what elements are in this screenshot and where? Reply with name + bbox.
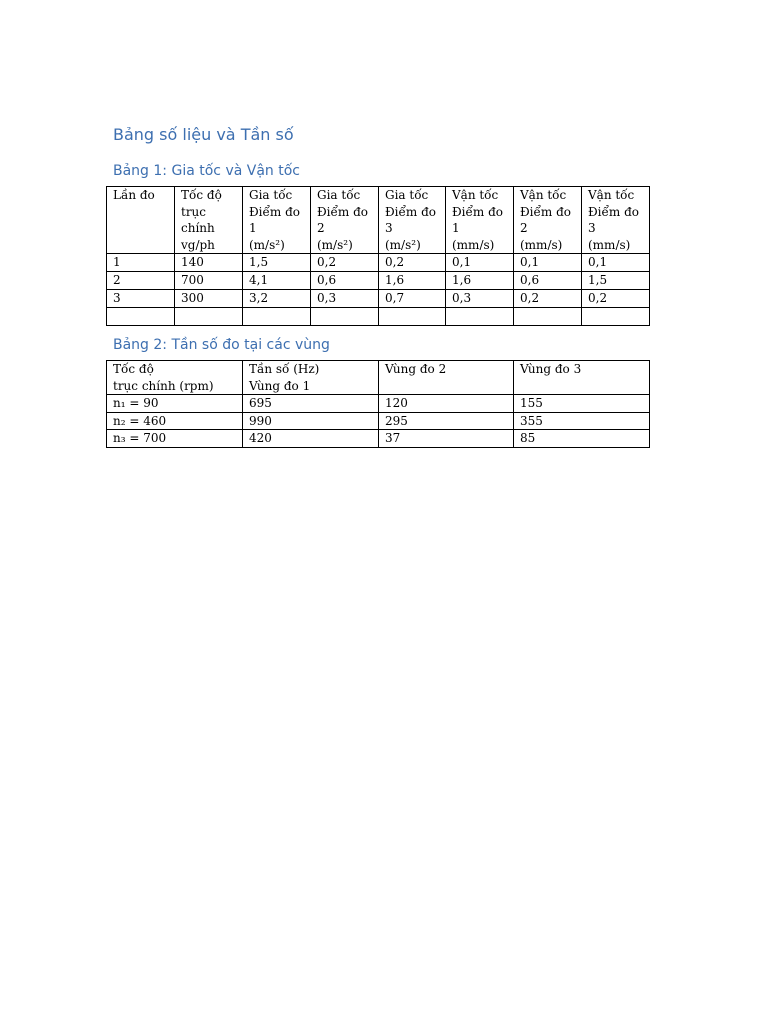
table1-header-cell bbox=[582, 187, 650, 254]
table1-cell: 0,2 bbox=[514, 290, 582, 308]
table1-header-line: Điểm đo bbox=[317, 204, 369, 219]
table1-header-line: 2 bbox=[520, 221, 528, 235]
table1-cell: 0,1 bbox=[446, 254, 514, 272]
table2-header-cell bbox=[379, 361, 514, 395]
table1-header-line: vg/ph bbox=[181, 237, 215, 252]
table1-header-line: Vận tốc bbox=[588, 188, 635, 202]
table2-cell: 85 bbox=[514, 430, 650, 448]
table2-row bbox=[107, 412, 650, 430]
table2-cell: 37 bbox=[379, 430, 514, 448]
table2-cell: 695 bbox=[243, 395, 379, 413]
table2-cell: 990 bbox=[243, 412, 379, 430]
table1-header-cell bbox=[514, 187, 582, 254]
table1-cell: 0,7 bbox=[379, 290, 446, 308]
table1-header-cell bbox=[243, 187, 311, 254]
table1-cell: 0,2 bbox=[582, 290, 650, 308]
table1-header-line: chính bbox=[181, 221, 215, 235]
table1-cell: 0,3 bbox=[311, 290, 379, 308]
table1-cell: 1,6 bbox=[379, 272, 446, 290]
table1-header-line: Tốc độ bbox=[181, 188, 222, 202]
table1-cell: 1 bbox=[107, 254, 175, 272]
table1-cell: 0,3 bbox=[446, 290, 514, 308]
table1-cell: 0,1 bbox=[514, 254, 582, 272]
table1-cell: 140 bbox=[175, 254, 243, 272]
table2-header-line: trục chính (rpm) bbox=[113, 378, 214, 393]
table1-header-line: 2 bbox=[317, 221, 325, 235]
table1-header-line: Vận tốc bbox=[452, 188, 499, 202]
table2-cell: 420 bbox=[243, 430, 379, 448]
table1-cell bbox=[582, 308, 650, 326]
table2-header-line: Vùng đo 3 bbox=[520, 362, 582, 376]
table2-header-cell bbox=[243, 361, 379, 395]
table1-cell: 1,6 bbox=[446, 272, 514, 290]
table1-header-cell bbox=[175, 187, 243, 254]
table1-cell: 0,6 bbox=[514, 272, 582, 290]
table1-header-line: (m/s²) bbox=[317, 237, 353, 252]
table2-frequency-zones bbox=[106, 360, 650, 448]
table2-header-cell bbox=[514, 361, 650, 395]
table1-header-line: (mm/s) bbox=[520, 237, 563, 252]
table2-row bbox=[107, 395, 650, 413]
table2-cell: n₁ = 90 bbox=[107, 395, 243, 413]
table2-header-row bbox=[107, 361, 650, 395]
table1-cell bbox=[311, 308, 379, 326]
table1-header-line: Vận tốc bbox=[520, 188, 567, 202]
table1-cell bbox=[379, 308, 446, 326]
table1-header-cell bbox=[446, 187, 514, 254]
table1-cell: 1,5 bbox=[243, 254, 311, 272]
table1-header-line: Gia tốc bbox=[385, 188, 429, 202]
table1-cell bbox=[107, 308, 175, 326]
table1-acceleration-velocity bbox=[106, 186, 650, 326]
table1-cell: 0,6 bbox=[311, 272, 379, 290]
table1-cell: 0,2 bbox=[311, 254, 379, 272]
table2-header-cell bbox=[107, 361, 243, 395]
table1-header-line: trục bbox=[181, 204, 207, 219]
table1-row bbox=[107, 272, 650, 290]
table1-header-row bbox=[107, 187, 650, 254]
table2-header-line: Tốc độ bbox=[113, 362, 154, 376]
table1-cell bbox=[446, 308, 514, 326]
table1-header-cell bbox=[379, 187, 446, 254]
table1-header-line: Lần đo bbox=[113, 188, 155, 202]
table2-cell: 120 bbox=[379, 395, 514, 413]
table1-header-line: Điểm đo bbox=[452, 204, 504, 219]
table1-cell: 0,1 bbox=[582, 254, 650, 272]
table2-title: Bảng 2: Tần số đo tại các vùng bbox=[113, 337, 330, 353]
table1-row bbox=[107, 254, 650, 272]
table1-cell: 0,2 bbox=[379, 254, 446, 272]
table1-row bbox=[107, 308, 650, 326]
table1-title: Bảng 1: Gia tốc và Vận tốc bbox=[113, 163, 300, 179]
document-title: Bảng số liệu và Tần số bbox=[113, 125, 294, 144]
table1-cell: 4,1 bbox=[243, 272, 311, 290]
table1-header-line: Gia tốc bbox=[317, 188, 361, 202]
table1-cell: 300 bbox=[175, 290, 243, 308]
table2-header-line: Tần số (Hz) bbox=[249, 362, 320, 376]
table1-header-line: Điểm đo bbox=[588, 204, 640, 219]
table1-header-cell bbox=[311, 187, 379, 254]
table1-header-line: (m/s²) bbox=[249, 237, 285, 252]
table1-header-line: 1 bbox=[452, 221, 460, 235]
table2-cell: 295 bbox=[379, 412, 514, 430]
table1-header-line: (m/s²) bbox=[385, 237, 421, 252]
table2-cell: 155 bbox=[514, 395, 650, 413]
table1-cell: 3 bbox=[107, 290, 175, 308]
table1-header-line: 1 bbox=[249, 221, 257, 235]
table1-cell: 1,5 bbox=[582, 272, 650, 290]
table1-header-cell bbox=[107, 187, 175, 254]
table1-cell: 2 bbox=[107, 272, 175, 290]
table2-cell: 355 bbox=[514, 412, 650, 430]
table1-header-line: (mm/s) bbox=[452, 237, 495, 252]
table2-header-line: Vùng đo 2 bbox=[385, 362, 447, 376]
table1-row bbox=[107, 290, 650, 308]
table1-header-line: 3 bbox=[385, 221, 393, 235]
table2-header-line: Vùng đo 1 bbox=[249, 378, 311, 393]
table1-cell bbox=[175, 308, 243, 326]
table2-row bbox=[107, 430, 650, 448]
table2-cell: n₂ = 460 bbox=[107, 412, 243, 430]
table1-cell: 700 bbox=[175, 272, 243, 290]
table1-cell: 3,2 bbox=[243, 290, 311, 308]
table1-header-line: (mm/s) bbox=[588, 237, 631, 252]
table1-header-line: 3 bbox=[588, 221, 596, 235]
table1-header-line: Điểm đo bbox=[520, 204, 572, 219]
table1-header-line: Điểm đo bbox=[385, 204, 437, 219]
table1-header-line: Điểm đo bbox=[249, 204, 301, 219]
table1-cell bbox=[243, 308, 311, 326]
table1-header-line: Gia tốc bbox=[249, 188, 293, 202]
table2-cell: n₃ = 700 bbox=[107, 430, 243, 448]
table1-cell bbox=[514, 308, 582, 326]
